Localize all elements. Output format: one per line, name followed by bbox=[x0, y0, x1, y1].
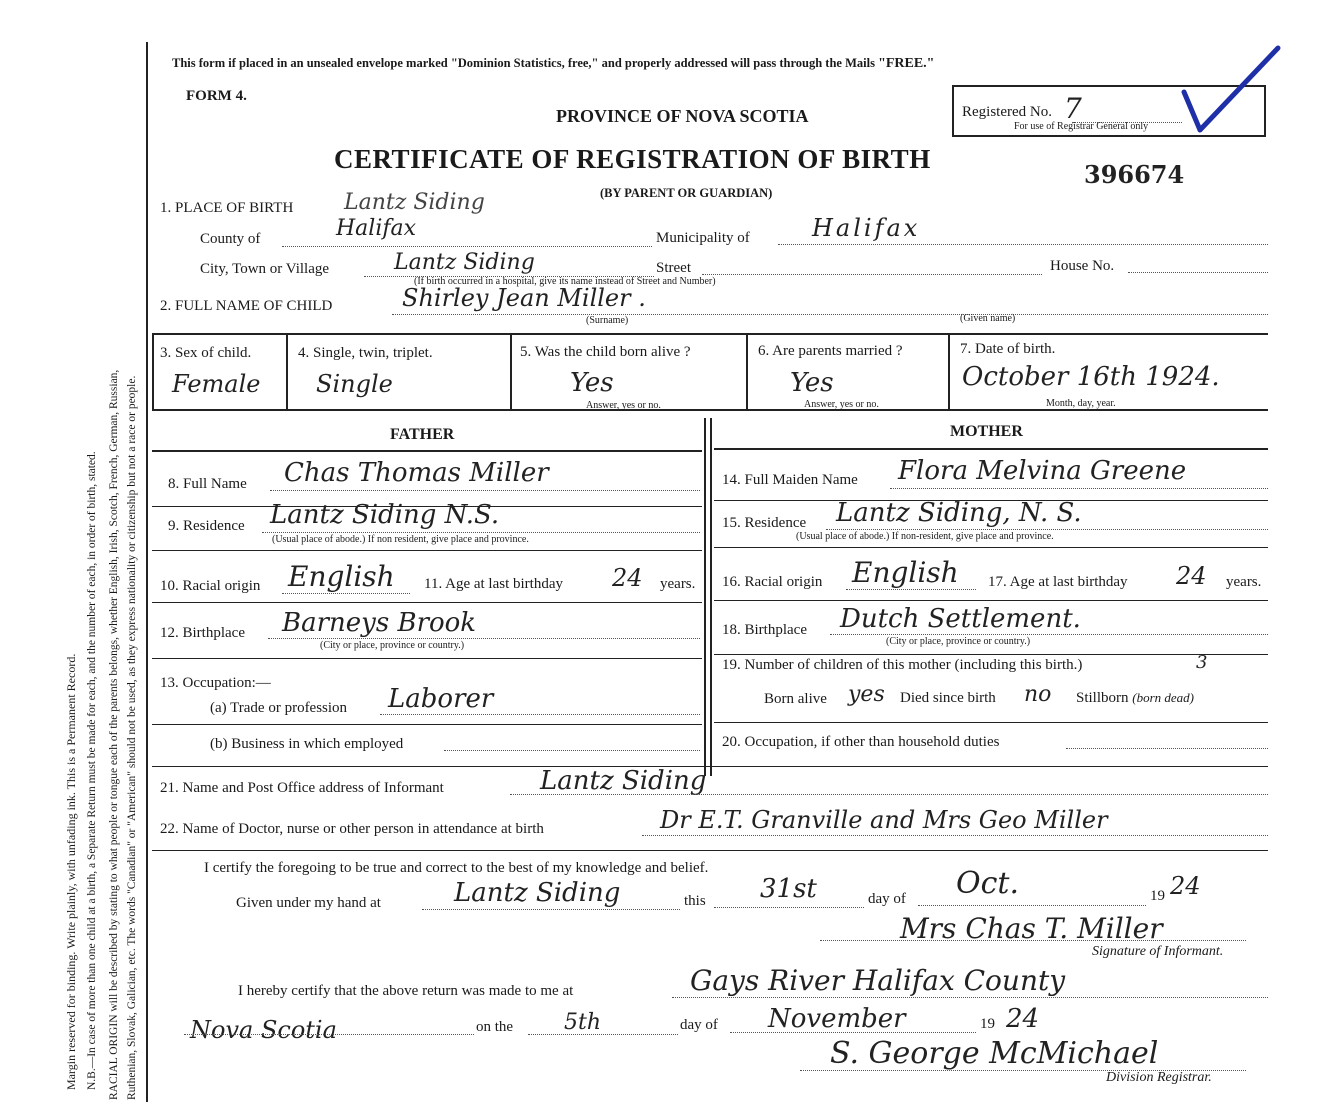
registrar-place-value: Gays River Halifax County bbox=[690, 964, 1066, 997]
mother-years-label: years. bbox=[1226, 574, 1262, 590]
informant-label: 21. Name and Post Office address of Informant bbox=[160, 780, 444, 796]
registrar-note: For use of Registrar General only bbox=[1014, 121, 1149, 132]
city-label: City, Town or Village bbox=[200, 261, 330, 277]
registrar-signature: S. George McMichael bbox=[830, 1036, 1159, 1071]
dob-label: 7. Date of birth. bbox=[960, 341, 1056, 357]
place-label: 1. PLACE OF BIRTH bbox=[160, 200, 294, 216]
informant-signature-label: Signature of Informant. bbox=[1092, 944, 1224, 959]
certify-this-label: this bbox=[684, 893, 706, 909]
dob-note: Month, day, year. bbox=[1046, 398, 1116, 409]
registrar-month-value: November bbox=[768, 1004, 906, 1034]
child-name-value: Shirley Jean Miller . bbox=[402, 284, 646, 312]
mother-heading: MOTHER bbox=[950, 423, 1023, 440]
county-value: Halifax bbox=[336, 216, 417, 241]
father-years-label: years. bbox=[660, 576, 696, 592]
margin-text-1: Margin reserved for binding. Write plainly, with unfading ink. This is a Permanent Record. bbox=[64, 653, 78, 1090]
alive-value: Yes bbox=[570, 368, 614, 398]
mother-residence-value: Lantz Siding, N. S. bbox=[836, 498, 1082, 528]
father-birthplace-value: Barneys Brook bbox=[282, 608, 477, 638]
registered-label: Registered No. bbox=[962, 104, 1052, 120]
margin-text-2: N.B.—In case of more than one child at a birth, a Separate Return must be made for each, and the number of each, in order of birth, stated. bbox=[86, 451, 98, 1090]
municipality-value: Halifax bbox=[812, 214, 921, 242]
mother-birthplace-note: (City or place, province or country.) bbox=[886, 636, 1031, 647]
sex-label: 3. Sex of child. bbox=[160, 345, 252, 361]
margin-text-4: Ruthenian, Slovak, Galician, etc. The words "Canadian" or "American" should not be used, as they express nationality or citizenship but not a race or people. bbox=[126, 375, 138, 1100]
informant-signature: Mrs Chas T. Miller bbox=[900, 912, 1163, 945]
alive-label: 5. Was the child born alive ? bbox=[520, 344, 691, 360]
check-mark-icon bbox=[1180, 40, 1290, 140]
father-residence-value: Lantz Siding N.S. bbox=[270, 500, 500, 530]
father-birthplace-label: 12. Birthplace bbox=[160, 625, 245, 641]
mother-residence-label: 15. Residence bbox=[722, 515, 807, 531]
margin-border bbox=[146, 42, 148, 1102]
father-birthplace-note: (City or place, province or country.) bbox=[320, 640, 465, 651]
surname-note: (Surname) bbox=[586, 315, 629, 326]
mother-age-value: 24 bbox=[1176, 562, 1207, 590]
dob-value: October 16th 1924. bbox=[962, 362, 1220, 392]
father-trade-value: Laborer bbox=[388, 684, 494, 714]
mother-occupation-label: 20. Occupation, if other than household duties bbox=[722, 734, 1000, 750]
father-race-label: 10. Racial origin bbox=[160, 578, 261, 594]
margin-text-3: RACIAL ORIGIN will be described by stating to what people or tongue each of the parents belongs, whether English, Irish, Scotch, French, German, Russian, bbox=[108, 369, 120, 1100]
plurality-label: 4. Single, twin, triplet. bbox=[298, 345, 433, 361]
alive-note: Answer, yes or no. bbox=[586, 400, 661, 411]
certify-year-prefix: 19 bbox=[1150, 888, 1165, 904]
father-occupation-label: 13. Occupation:— bbox=[160, 675, 271, 691]
registrar-signature-label: Division Registrar. bbox=[1106, 1070, 1212, 1085]
mother-birthplace-value: Dutch Settlement. bbox=[840, 604, 1081, 634]
mother-name-value: Flora Melvina Greene bbox=[898, 456, 1187, 486]
informant-value: Lantz Siding bbox=[540, 766, 707, 796]
city-value: Lantz Siding bbox=[394, 250, 535, 275]
registrar-year-prefix: 19 bbox=[980, 1016, 995, 1032]
stillborn-label: Stillborn (born dead) bbox=[1076, 690, 1195, 706]
registrar-place-value-2: Nova Scotia bbox=[190, 1016, 337, 1044]
child-name-label: 2. FULL NAME OF CHILD bbox=[160, 298, 333, 314]
mother-race-label: 16. Racial origin bbox=[722, 574, 823, 590]
given-place-value: Lantz Siding bbox=[454, 878, 621, 908]
born-alive-label: Born alive bbox=[764, 691, 827, 707]
father-name-value: Chas Thomas Miller bbox=[284, 458, 549, 488]
page-title: CERTIFICATE OF REGISTRATION OF BIRTH bbox=[334, 144, 931, 174]
hospital-note: (If birth occurred in a hospital, give its name instead of Street and Number) bbox=[414, 276, 716, 287]
registrar-on-label: on the bbox=[476, 1019, 514, 1035]
died-value: no bbox=[1024, 682, 1052, 707]
mail-notice: This form if placed in an unsealed envelope marked "Dominion Statistics, free," and properly addressed will pass through the Mails "FREE." bbox=[172, 56, 935, 71]
street-label: Street bbox=[656, 260, 691, 276]
doctor-value: Dr E.T. Granville and Mrs Geo Miller bbox=[660, 806, 1108, 834]
father-residence-note: (Usual place of abode.) If non resident, give place and province. bbox=[272, 534, 529, 545]
father-age-value: 24 bbox=[612, 564, 643, 592]
province-title: PROVINCE OF NOVA SCOTIA bbox=[556, 106, 809, 126]
certify-month-value: Oct. bbox=[956, 866, 1019, 901]
doctor-label: 22. Name of Doctor, nurse or other person in attendance at birth bbox=[160, 821, 544, 837]
certify-day-value: 31st bbox=[760, 874, 817, 904]
father-age-label: 11. Age at last birthday bbox=[424, 576, 563, 592]
mother-children-value: 3 bbox=[1196, 652, 1208, 673]
sex-value: Female bbox=[172, 370, 261, 398]
mother-residence-note: (Usual place of abode.) If non-resident, give place and province. bbox=[796, 531, 1054, 542]
father-business-label: (b) Business in which employed bbox=[210, 736, 404, 752]
father-name-label: 8. Full Name bbox=[168, 476, 247, 492]
mother-name-label: 14. Full Maiden Name bbox=[722, 472, 858, 488]
father-heading: FATHER bbox=[390, 426, 455, 443]
registrar-day-label: day of bbox=[680, 1017, 718, 1033]
mother-age-label: 17. Age at last birthday bbox=[988, 574, 1128, 590]
given-note: (Given name) bbox=[960, 313, 1016, 324]
born-alive-value: yes bbox=[848, 682, 885, 707]
certify-statement: I certify the foregoing to be true and correct to the best of my knowledge and belief. bbox=[204, 860, 709, 876]
died-label: Died since birth bbox=[900, 690, 996, 706]
registrar-year-value: 24 bbox=[1006, 1004, 1040, 1034]
married-note: Answer, yes or no. bbox=[804, 399, 879, 410]
father-residence-label: 9. Residence bbox=[168, 518, 245, 534]
given-label: Given under my hand at bbox=[236, 895, 381, 911]
form-number: FORM 4. bbox=[186, 88, 247, 104]
registered-value: 7 bbox=[1064, 92, 1082, 125]
registrar-statement: I hereby certify that the above return was made to me at bbox=[238, 983, 574, 999]
certify-year-value: 24 bbox=[1170, 872, 1201, 900]
registrar-day-value: 5th bbox=[564, 1010, 602, 1035]
house-label: House No. bbox=[1050, 258, 1115, 274]
mother-children-label: 19. Number of children of this mother (including this birth.) bbox=[722, 657, 1083, 673]
certify-day-label: day of bbox=[868, 891, 906, 907]
father-race-value: English bbox=[288, 560, 395, 593]
father-trade-label: (a) Trade or profession bbox=[210, 700, 348, 716]
plurality-value: Single bbox=[316, 370, 393, 398]
mother-race-value: English bbox=[852, 556, 959, 589]
married-value: Yes bbox=[790, 368, 834, 398]
page-subtitle: (BY PARENT OR GUARDIAN) bbox=[600, 186, 773, 200]
mother-birthplace-label: 18. Birthplace bbox=[722, 622, 807, 638]
certificate-number: 396674 bbox=[1084, 160, 1185, 189]
county-label: County of bbox=[200, 231, 261, 247]
municipality-label: Municipality of bbox=[656, 230, 750, 246]
place-value: Lantz Siding bbox=[344, 190, 485, 215]
married-label: 6. Are parents married ? bbox=[758, 343, 903, 359]
